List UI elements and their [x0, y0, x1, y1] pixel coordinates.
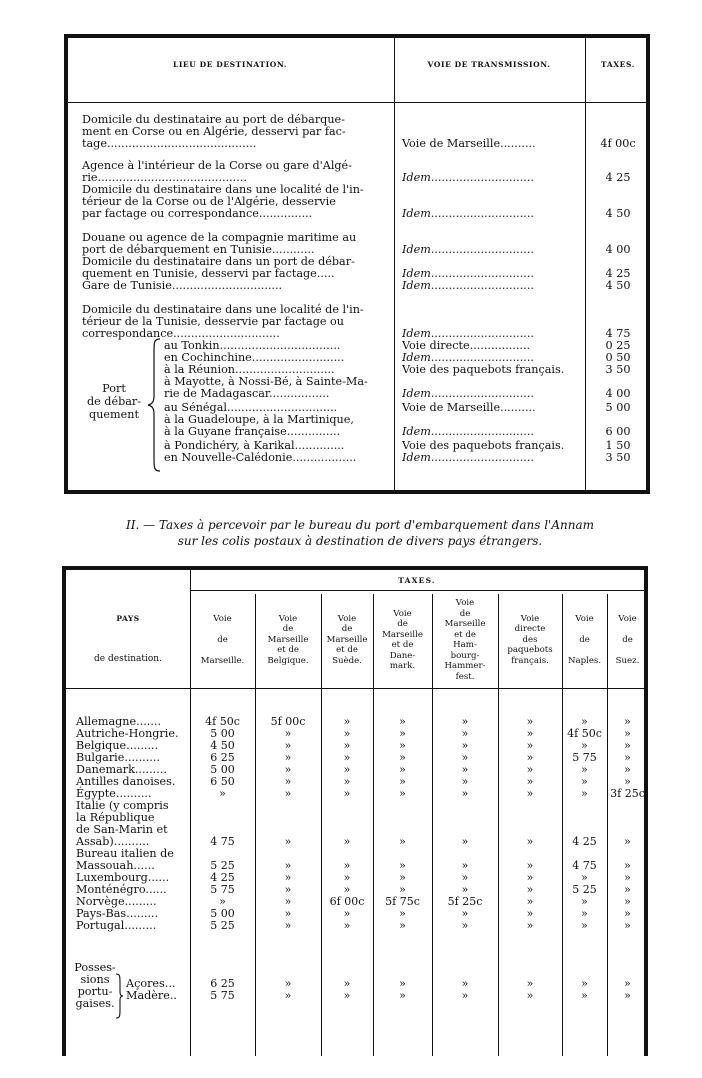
tax-value: » — [581, 739, 588, 752]
taxes-title: TAXES. — [398, 576, 436, 585]
voie-cell: Voie directe................. — [402, 340, 531, 352]
tax-value: » — [284, 727, 292, 740]
tax-cell: 3 50 — [605, 451, 631, 464]
tax-value: » — [284, 835, 292, 848]
tax-value: 6f 00c — [329, 895, 365, 908]
voie-cell: Idem............................. — [402, 280, 534, 292]
tax-value: » — [284, 871, 292, 884]
tax-value: » — [526, 859, 534, 872]
column-divider — [432, 594, 433, 1056]
tax-value: » — [581, 989, 588, 1002]
country-cell: Italie (y compris la République de San-Marin et Assab).......... — [76, 799, 169, 848]
tax-value: » — [399, 907, 406, 920]
tax-cell: 0 50 — [605, 351, 631, 364]
tax-value: » — [399, 919, 406, 932]
tax-value: » — [624, 835, 631, 848]
tax-value: » — [526, 871, 534, 884]
tax-value: 5 25 — [210, 919, 235, 932]
column-divider — [321, 594, 322, 1056]
tax-value: » — [399, 989, 406, 1002]
column-divider — [498, 594, 499, 1056]
tax-value: 5 00 — [210, 727, 235, 740]
header-lieu: LIEU DE DESTINATION. — [172, 60, 288, 69]
tax-value: » — [399, 727, 406, 740]
tax-value: » — [461, 751, 469, 764]
column-divider — [373, 594, 374, 1056]
port-destination-cell: à la Guadeloupe, à la Martinique, à la Guyane française............... — [164, 414, 354, 438]
tax-value: » — [399, 739, 406, 752]
tax-value: 5 75 — [210, 883, 235, 896]
tax-value: » — [343, 883, 351, 896]
country-cell: Belgique......... — [76, 739, 159, 752]
header-taxes: TAXES. — [601, 60, 635, 69]
tax-value: » — [343, 977, 351, 990]
tax-value: » — [343, 919, 351, 932]
tax-cell: 4 50 — [605, 279, 631, 292]
tax-value: » — [581, 775, 588, 788]
tax-value: » — [284, 907, 292, 920]
tax-value: » — [461, 871, 469, 884]
tax-value: » — [581, 919, 588, 932]
country-cell: Allemagne....... — [76, 715, 162, 728]
tax-value: 6 25 — [210, 751, 235, 764]
tax-value: » — [461, 739, 469, 752]
port-destination-cell: à Mayotte, à Nossi-Bé, à Sainte-Ma- rie de Madagascar................. — [164, 376, 368, 400]
tax-value: » — [343, 739, 351, 752]
tax-value: 5 75 — [572, 751, 597, 764]
tax-value: » — [581, 715, 588, 728]
voie-cell: Idem............................. — [402, 208, 534, 220]
taxes-underline — [190, 590, 644, 591]
tax-value: » — [284, 763, 292, 776]
tax-value: » — [399, 715, 406, 728]
tax-value: 5 25 — [210, 859, 235, 872]
tax-value: » — [461, 715, 469, 728]
tax-value: » — [399, 883, 406, 896]
voie-cell: Idem............................. — [402, 352, 534, 364]
voie-cell: Idem............................. — [402, 244, 534, 256]
port-destination-cell: à Pondichéry, à Karikal.............. — [164, 440, 345, 452]
tax-cell: 5 00 — [605, 401, 631, 414]
tax-value: » — [284, 739, 292, 752]
tax-value: » — [461, 763, 469, 776]
port-destination-cell: en Cochinchine.......................... — [164, 352, 345, 364]
tax-value: » — [526, 787, 534, 800]
tax-value: » — [624, 907, 631, 920]
tax-value: 5 00 — [210, 763, 235, 776]
column-header: Voie de Marseille. — [200, 613, 245, 666]
tax-value: » — [624, 977, 631, 990]
tax-value: » — [399, 763, 406, 776]
tax-cell: 4 50 — [605, 207, 631, 220]
voie-cell: Idem............................. — [402, 328, 534, 340]
voie-cell: Idem............................. — [402, 388, 534, 400]
tax-value: » — [343, 989, 351, 1002]
tax-value: » — [343, 787, 351, 800]
voie-cell: Idem............................. — [402, 452, 534, 464]
tax-value: » — [284, 859, 292, 872]
tax-value: » — [284, 895, 292, 908]
column-header: Voie de Marseille et de Dane- mark. — [382, 608, 423, 671]
tax-value: » — [343, 835, 351, 848]
column-header: Voie de Marseille et de Suède. — [326, 613, 368, 666]
tax-value: » — [343, 763, 351, 776]
tax-value: » — [526, 977, 534, 990]
tax-value: 4 25 — [572, 835, 597, 848]
tax-value: 6 50 — [210, 775, 235, 788]
tax-value: » — [461, 907, 469, 920]
section-caption — [60, 517, 660, 549]
tax-value: » — [284, 989, 292, 1002]
tax-value: » — [624, 775, 631, 788]
tax-cell: 4 00 — [605, 243, 631, 256]
tax-value: » — [461, 883, 469, 896]
column-header: Voie de Suez. — [615, 613, 640, 666]
tax-value: » — [526, 907, 534, 920]
tax-value: » — [343, 871, 351, 884]
portugal-subregion-cell: Madère.. — [126, 989, 177, 1002]
tax-value: 5 00 — [210, 907, 235, 920]
tax-value: » — [343, 859, 351, 872]
tax-value: » — [526, 919, 534, 932]
tax-cell: 3 50 — [605, 363, 631, 376]
caption-line-2: sur les colis postaux à destination de divers pays étrangers. — [177, 534, 543, 548]
pays-subtitle: de destination. — [94, 654, 162, 664]
tax-value: » — [399, 835, 406, 848]
voie-cell: Voie des paquebots français. — [402, 364, 565, 376]
tax-value: 6 25 — [210, 977, 235, 990]
tax-value: » — [526, 727, 534, 740]
tax-value: » — [399, 787, 406, 800]
tax-value: » — [461, 727, 469, 740]
tax-value: » — [461, 787, 469, 800]
tax-value: » — [461, 835, 469, 848]
country-cell: Portugal......... — [76, 919, 157, 932]
destination-tax-table — [64, 34, 650, 494]
header-bottom-rule — [66, 688, 644, 689]
voie-cell: Idem............................. — [402, 268, 534, 280]
country-cell: Égypte.......... — [76, 787, 152, 800]
country-cell: Pays-Bas......... — [76, 907, 159, 920]
tax-cell: 4 00 — [605, 387, 631, 400]
tax-value: » — [526, 751, 534, 764]
tax-value: » — [461, 919, 469, 932]
tax-value: » — [624, 727, 631, 740]
tax-value: » — [624, 859, 631, 872]
tax-value: » — [284, 977, 292, 990]
tax-value: » — [581, 977, 588, 990]
tax-value: » — [343, 727, 351, 740]
table-header — [68, 38, 646, 103]
foreign-countries-tax-table — [62, 566, 648, 1056]
tax-value: » — [284, 751, 292, 764]
tax-value: » — [399, 977, 406, 990]
tax-value: » — [624, 763, 631, 776]
tax-value: » — [399, 775, 406, 788]
caption-line-1: II. — Taxes à percevoir par le bureau du port d'embarquement dans l'Annam — [125, 518, 594, 532]
tax-value: » — [624, 895, 631, 908]
tax-value: 4 50 — [210, 739, 235, 752]
tax-value: » — [284, 883, 292, 896]
tax-value: » — [624, 739, 631, 752]
tax-value: 4 75 — [572, 859, 597, 872]
tax-value: » — [624, 883, 631, 896]
tax-value: 4 75 — [210, 835, 235, 848]
tax-value: » — [624, 989, 631, 1002]
port-destination-cell: au Sénégal............................... — [164, 402, 338, 414]
lieu-cell: Domicile du destinataire au port de débarque- ment en Corse ou en Algérie, desservi par fac- tage.......................................... — [82, 113, 346, 150]
tax-value: 5f 75c — [385, 895, 420, 908]
tax-cell: 4 25 — [605, 171, 631, 184]
tax-value: » — [581, 787, 588, 800]
portugal-possessions-label: Posses- sions portu- gaises. — [74, 961, 116, 1010]
country-cell: Monténégro...... — [76, 883, 167, 896]
tax-value: » — [581, 871, 588, 884]
tax-value: » — [343, 751, 351, 764]
port-destination-cell: au Tonkin.................................. — [164, 340, 341, 352]
tax-value: » — [284, 775, 292, 788]
tax-value: » — [343, 775, 351, 788]
column-divider — [255, 594, 256, 1056]
tax-value: 3f 25c — [610, 787, 645, 800]
curly-brace — [146, 338, 162, 472]
tax-cell: 4f 00c — [600, 137, 636, 150]
tax-value: » — [624, 751, 631, 764]
tax-value: » — [461, 977, 469, 990]
tax-cell: 4 75 — [605, 327, 631, 340]
country-cell: Bureau italien de Massouah...... — [76, 847, 174, 872]
column-header: Voie de Marseille et de Ham- bourg- Hammer- fest. — [444, 598, 486, 682]
tax-value: » — [284, 919, 292, 932]
tax-value: 4 25 — [210, 871, 235, 884]
lieu-cell: Douane ou agence de la compagnie maritime au port de débarquement en Tunisie............ — [82, 231, 357, 256]
port-destination-cell: en Nouvelle-Calédonie.................. — [164, 452, 357, 464]
country-cell: Bulgarie.......... — [76, 751, 160, 764]
tax-value: 5f 00c — [270, 715, 306, 728]
column-divider — [607, 594, 608, 1056]
portugal-subregion-cell: Açores... — [126, 977, 176, 990]
tax-value: » — [399, 871, 406, 884]
country-cell: Norvège......... — [76, 895, 157, 908]
tax-cell: 0 25 — [605, 339, 631, 352]
country-cell: Danemark......... — [76, 763, 167, 776]
lieu-cell: Agence à l'intérieur de la Corse ou gare d'Algé- rie.......................................... — [82, 159, 352, 184]
tax-value: » — [624, 715, 631, 728]
tax-value: » — [526, 763, 534, 776]
tax-value: » — [581, 907, 588, 920]
country-cell: Luxembourg...... — [76, 871, 170, 884]
tax-value: 4f 50c — [567, 727, 602, 740]
tax-value: » — [526, 895, 534, 908]
tax-value: » — [581, 763, 588, 776]
tax-cell: 4 25 — [605, 267, 631, 280]
tax-value: » — [526, 739, 534, 752]
tax-value: » — [343, 715, 351, 728]
port-debarquement-label: Port de débar- quement — [86, 382, 142, 421]
tax-value: » — [399, 859, 406, 872]
lieu-cell: Gare de Tunisie............................... — [82, 279, 283, 292]
column-header: Voie de Naples. — [567, 613, 602, 666]
voie-cell: Voie de Marseille.......... — [402, 402, 536, 414]
tax-value: 5f 25c — [447, 895, 483, 908]
voie-cell: Idem............................. — [402, 172, 534, 184]
tax-value: » — [624, 871, 631, 884]
column-header: Voie de Marseille et de Belgique. — [267, 613, 309, 666]
tax-value: » — [581, 895, 588, 908]
tax-value: 5 25 — [572, 883, 597, 896]
tax-value: 4f 50c — [205, 715, 240, 728]
tax-value: 5 75 — [210, 989, 235, 1002]
tax-value: » — [343, 907, 351, 920]
lieu-cell: Domicile du destinataire dans un port de débar- quement en Tunisie, desservi par factage..... — [82, 255, 355, 280]
pays-title: PAYS — [116, 614, 140, 623]
tax-value: » — [526, 989, 534, 1002]
tax-value: » — [461, 989, 469, 1002]
lieu-cell: Domicile du destinataire dans une localité de l'in- térieur de la Corse ou de l'Algérie, desservie par factage ou correspondance............... — [82, 183, 364, 220]
column-divider — [562, 594, 563, 1056]
header-voie: VOIE DE TRANSMISSION. — [427, 60, 551, 69]
tax-value: » — [461, 775, 469, 788]
column-header: Voie directe des paquebots français. — [507, 613, 553, 666]
tax-value: » — [461, 859, 469, 872]
port-destination-cell: à la Réunion............................ — [164, 364, 335, 376]
tax-value: » — [284, 787, 292, 800]
tax-value: » — [526, 883, 534, 896]
country-cell: Autriche-Hongrie. — [76, 727, 179, 740]
tax-value: » — [526, 775, 534, 788]
lieu-cell: Domicile du destinataire dans une localité de l'in- térieur de la Tunisie, desservie par factage ou correspondance.............................. — [82, 303, 364, 340]
country-cell: Antilles danoises. — [76, 775, 176, 788]
tax-value: » — [526, 835, 534, 848]
tax-cell: 6 00 — [605, 425, 631, 438]
tax-value: » — [219, 895, 226, 908]
voie-cell: Idem............................. — [402, 426, 534, 438]
voie-cell: Voie des paquebots français. — [402, 440, 565, 452]
tax-value: » — [624, 919, 631, 932]
column-divider — [585, 38, 586, 490]
tax-value: » — [219, 787, 226, 800]
tax-value: » — [526, 715, 534, 728]
tax-value: » — [399, 751, 406, 764]
tax-cell: 1 50 — [605, 439, 631, 452]
voie-cell: Voie de Marseille.......... — [402, 138, 536, 150]
